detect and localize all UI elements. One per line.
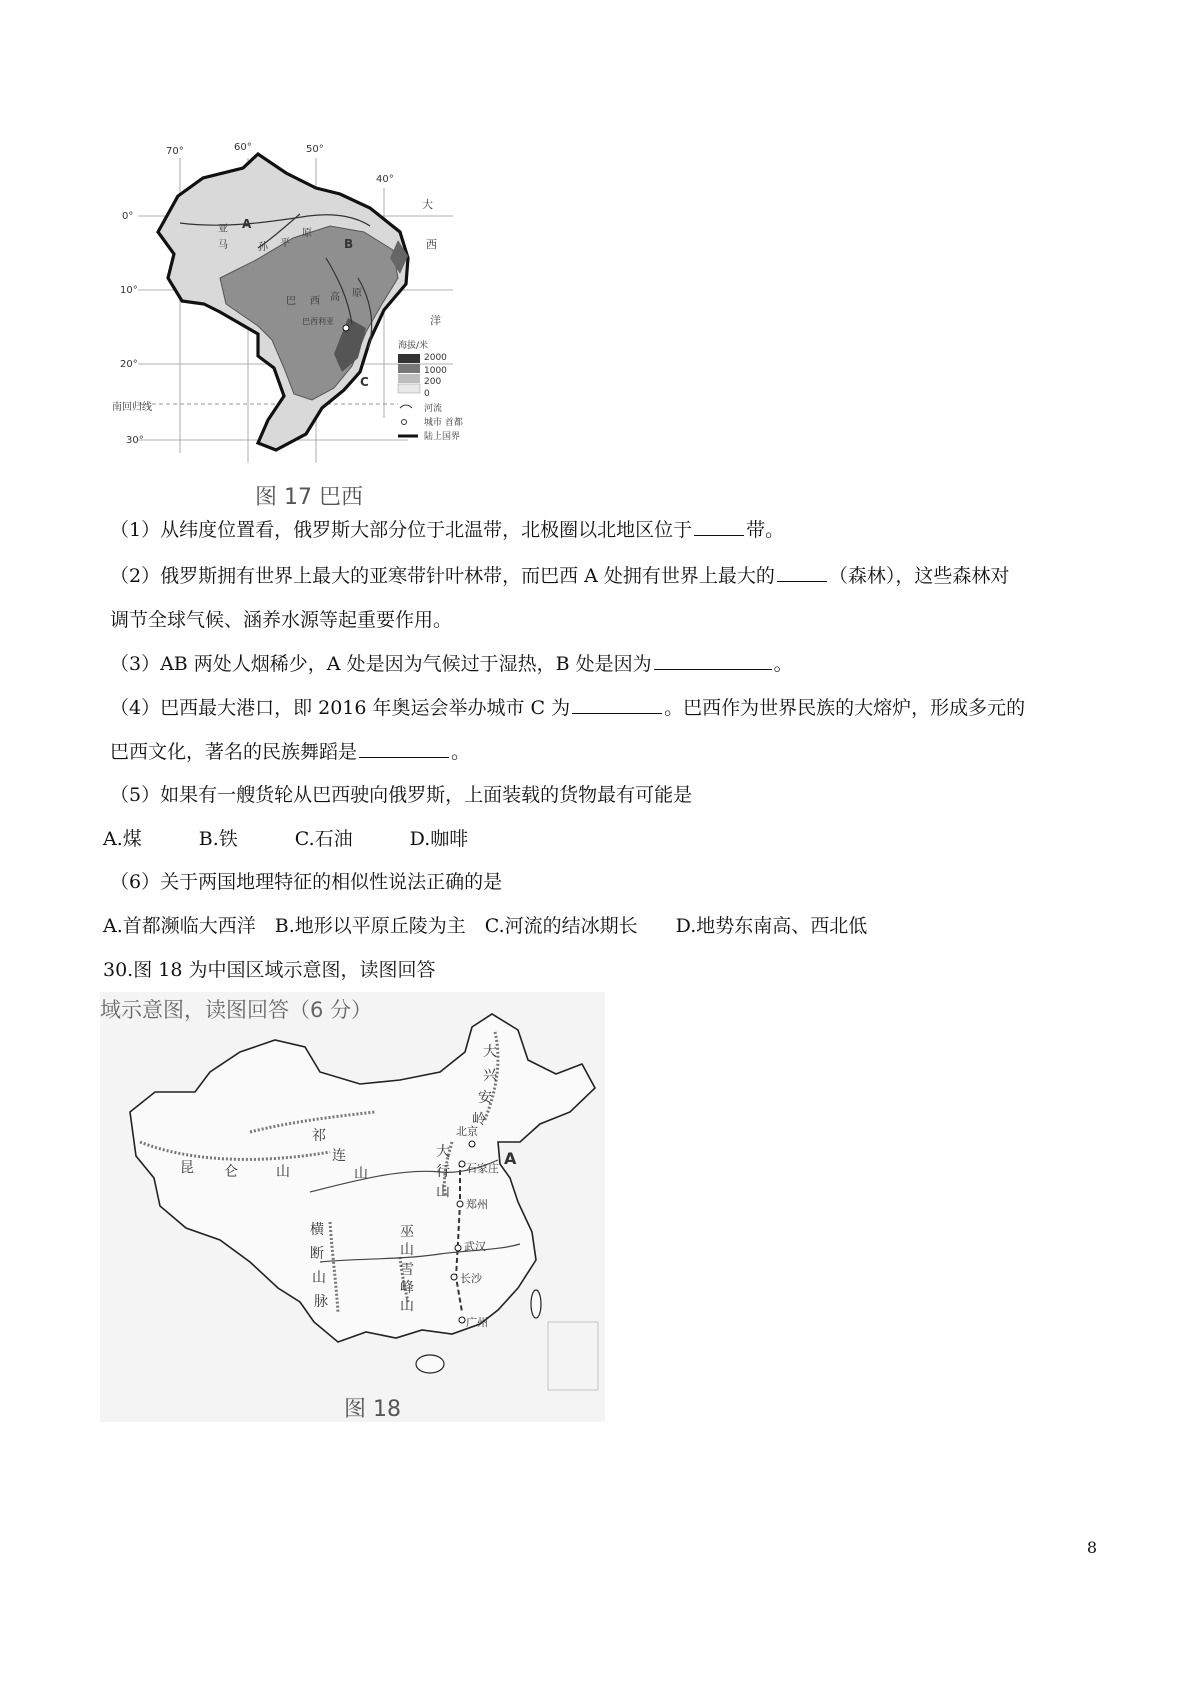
label-char: 大 <box>483 1044 497 1060</box>
question-text: 。 <box>773 653 793 675</box>
lon-label-60: 60° <box>234 142 252 153</box>
label-char: 雪 <box>400 1262 414 1278</box>
point-c-label: C <box>360 375 369 389</box>
region-char: 原 <box>352 288 362 299</box>
capital-label: 巴西利亚 <box>302 317 334 326</box>
question-5-options <box>103 827 468 851</box>
point-a-label: A <box>242 217 252 231</box>
label-char: 脉 <box>314 1294 328 1310</box>
point-b-label: B <box>344 237 354 251</box>
question-text: （6）关于两国地理特征的相似性说法正确的是 <box>110 871 503 893</box>
label-char: 山 <box>436 1184 450 1200</box>
label-char: 仑 <box>224 1164 238 1180</box>
question-text: （1）从纬度位置看，俄罗斯大部分位于北温带，北极圈以北地区位于 <box>110 519 693 541</box>
answer-options[interactable]: A.首都濒临大西洋 B.地形以平原丘陵为主 C.河流的结冰期长 D.地势东南高、西北低 <box>103 915 868 937</box>
question-text: （森林），这些森林对 <box>828 565 1010 587</box>
tropic-label: 南回归线 <box>112 402 152 413</box>
map-legend <box>398 339 463 442</box>
question-text: 。巴西作为世界民族的大熔炉，形成多元的 <box>664 697 1026 719</box>
question-6 <box>110 870 502 894</box>
region-char: 亚 <box>218 224 228 235</box>
answer-blank[interactable] <box>359 739 449 758</box>
figure-17-caption: 图 17 巴西 <box>255 485 363 510</box>
question-2 <box>110 563 1009 588</box>
question-4 <box>110 695 1025 720</box>
region-char: 高 <box>330 292 340 303</box>
label-char: 横 <box>310 1222 324 1238</box>
lat-label-20: 20° <box>120 359 138 370</box>
question-text: （4）巴西最大港口，即 2016 年奥运会举办城市 C 为 <box>110 697 571 719</box>
question-text: 。 <box>451 741 471 763</box>
legend-level: 0 <box>424 389 430 399</box>
label-char: 山 <box>276 1164 290 1180</box>
zhengzhou-marker <box>457 1201 463 1207</box>
question-1 <box>110 517 784 542</box>
legend-level: 2000 <box>424 353 447 363</box>
page-number: 8 <box>1086 1538 1097 1557</box>
lat-label-0: 0° <box>122 211 134 222</box>
label-char: 山 <box>400 1298 414 1314</box>
question-text: 调节全球气候、涵养水源等起重要作用。 <box>110 609 453 631</box>
wuhan-marker <box>455 1245 461 1251</box>
region-char: 平 <box>280 238 290 249</box>
question-4-cont <box>110 739 470 764</box>
region-char: 马 <box>218 240 228 251</box>
brazil-map-svg <box>108 128 488 473</box>
legend-border: 陆上国界 <box>424 432 461 442</box>
question-30 <box>103 958 435 982</box>
region-char: 西 <box>310 296 320 307</box>
region-char: 孙 <box>258 242 268 253</box>
lat-label-10: 10° <box>120 285 138 296</box>
answer-options[interactable]: A.煤 B.铁 C.石油 D.咖啡 <box>103 828 469 850</box>
shijiazhuang-marker <box>459 1161 465 1167</box>
label-char: 山 <box>354 1166 368 1182</box>
label-char: 峰 <box>400 1280 414 1296</box>
legend-level: 1000 <box>424 366 447 376</box>
region-char: 巴 <box>286 296 296 307</box>
question-text: 带。 <box>746 519 785 541</box>
question-2-cont <box>110 608 452 632</box>
ocean-char-1: 大 <box>422 198 433 211</box>
guangzhou-label: 广州 <box>466 1316 488 1329</box>
figure-18-china-map <box>100 992 605 1422</box>
label-char: 安 <box>478 1090 492 1106</box>
question-6-options <box>103 914 867 938</box>
legend-city: 城市 首都 <box>424 418 463 428</box>
question-5 <box>110 783 692 807</box>
legend-river: 河流 <box>424 404 443 414</box>
label-char: 连 <box>332 1148 346 1164</box>
capital-marker <box>343 325 349 331</box>
legend-title: 海拔/米 <box>398 341 429 351</box>
shijiazhuang-label: 石家庄 <box>466 1162 499 1175</box>
label-char: 山 <box>312 1270 326 1286</box>
lon-label-50: 50° <box>306 144 324 155</box>
answer-blank[interactable] <box>654 651 772 670</box>
figure-18-header: 域示意图，读图回答（6 分） <box>100 998 373 1022</box>
china-map-svg <box>100 992 605 1422</box>
ocean-char-2: 西 <box>426 238 437 251</box>
beijing-marker <box>469 1141 475 1147</box>
point-a-label: A <box>504 1149 517 1168</box>
lon-label-70: 70° <box>166 146 184 157</box>
ocean-char-3: 洋 <box>430 314 441 327</box>
lat-label-30: 30° <box>126 435 144 446</box>
guangzhou-marker <box>459 1317 465 1323</box>
changsha-label: 长沙 <box>460 1272 482 1285</box>
label-char: 行 <box>436 1164 450 1180</box>
answer-blank[interactable] <box>777 563 827 582</box>
legend-level: 200 <box>424 377 442 387</box>
answer-blank[interactable] <box>572 695 662 714</box>
changsha-marker <box>451 1274 457 1280</box>
question-text: （2）俄罗斯拥有世界上最大的亚寒带针叶林带，而巴西 A 处拥有世界上最大的 <box>110 565 775 587</box>
question-3 <box>110 651 793 676</box>
label-char: 祁 <box>312 1128 326 1144</box>
label-char: 断 <box>310 1246 324 1262</box>
question-text: 巴西文化，著名的民族舞蹈是 <box>110 741 358 763</box>
question-text: （5）如果有一艘货轮从巴西驶向俄罗斯，上面装载的货物最有可能是 <box>110 784 693 806</box>
label-char: 大 <box>436 1144 450 1160</box>
question-text: 30.图 18 为中国区域示意图，读图回答 <box>103 959 436 981</box>
zhengzhou-label: 郑州 <box>466 1198 488 1211</box>
region-char: 原 <box>302 228 312 239</box>
question-text: （3）AB 两处人烟稀少，A 处是因为气候过于湿热，B 处是因为 <box>110 653 652 675</box>
label-char: 兴 <box>483 1068 497 1084</box>
wuhan-label: 武汉 <box>464 1240 486 1253</box>
answer-blank[interactable] <box>694 517 744 536</box>
lon-label-40: 40° <box>376 174 394 185</box>
beijing-label: 北京 <box>456 1125 478 1138</box>
label-char: 巫 <box>400 1224 414 1240</box>
label-char: 昆 <box>180 1160 194 1176</box>
label-char: 岭 <box>472 1112 486 1128</box>
figure-17-brazil-map <box>108 128 488 473</box>
label-char: 山 <box>400 1242 414 1258</box>
figure-18-caption: 图 18 <box>344 1397 401 1422</box>
